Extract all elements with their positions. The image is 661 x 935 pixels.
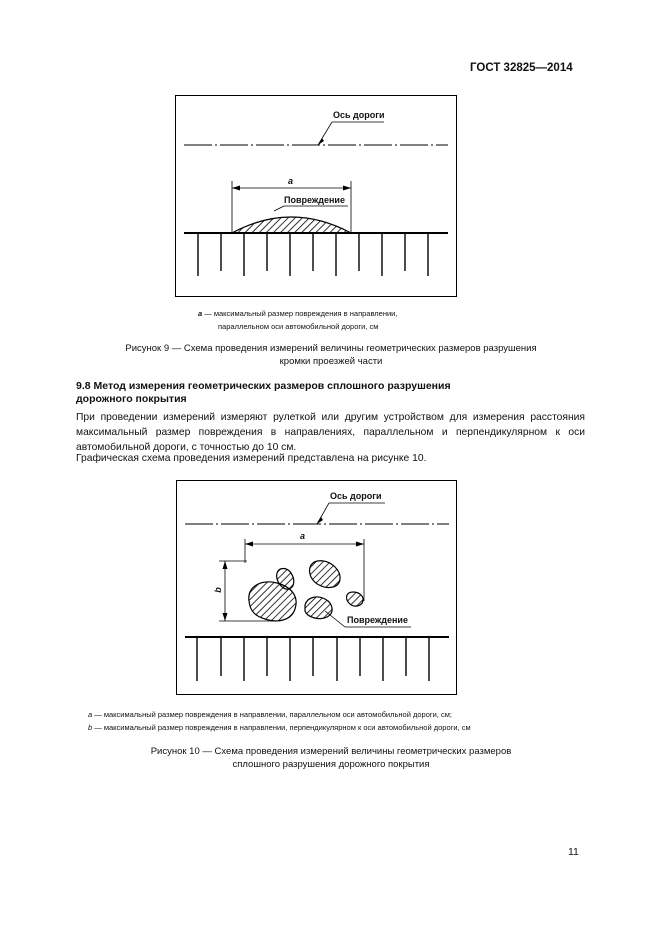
- damage-label: Повреждение: [347, 615, 408, 625]
- damage-blob: [310, 561, 341, 588]
- section-heading-line: дорожного покрытия: [76, 393, 187, 405]
- legend-item: [198, 307, 498, 320]
- damage-leader-line: [325, 611, 345, 627]
- damage-hump: [232, 217, 351, 233]
- dimension-a-label: a: [300, 531, 306, 541]
- caption-line: сплошного разрушения дорожного покрытия: [232, 759, 430, 770]
- caption-line: Рисунок 10 — Схема проведения измерений величины геометрических размеров: [150, 746, 512, 757]
- section-heading: [76, 380, 586, 406]
- figure-10-legend: [88, 708, 558, 734]
- road-axis-label: Ось дороги: [333, 110, 385, 120]
- legend-item: [88, 708, 558, 721]
- legend-text-cont: параллельном оси автомобильной дороги, см: [218, 322, 379, 331]
- caption-line: Рисунок 9 — Схема проведения измерений величины геометрических размеров разрушения: [125, 343, 537, 354]
- body-paragraph: [76, 451, 585, 466]
- caption-line: кромки проезжей части: [279, 356, 383, 367]
- damage-leader-line: [274, 206, 284, 211]
- legend-symbol: a: [198, 309, 203, 318]
- body-paragraph: [76, 410, 585, 455]
- figure-10-diagram: [176, 480, 457, 695]
- road-axis-label: Ось дороги: [330, 491, 382, 501]
- paragraph-text: При проведении измерений измеряют рулеткой или другим устройством для измерения расстояния максимальный размер повреждения в направлениях, параллельном и перпендикулярном к оси автомобильной дороги, с точностью до 10 см.: [76, 412, 585, 453]
- standard-number: ГОСТ 32825—2014: [470, 62, 573, 74]
- paragraph-text: Графическая схема проведения измерений представлена на рисунке 10.: [76, 453, 427, 464]
- legend-text: — максимальный размер повреждения в направлении, перпендикулярном к оси автомобильной дороги, см: [92, 723, 471, 732]
- edge-ticks: [197, 637, 429, 681]
- damage-blob: [305, 597, 332, 619]
- page-number: 11: [568, 846, 579, 858]
- legend-symbol: a: [88, 710, 93, 719]
- legend-symbol: b: [88, 723, 93, 732]
- legend-text: — максимальный размер повреждения в направлении, параллельном оси автомобильной дороги, см;: [92, 710, 452, 719]
- dimension-a-label: a: [288, 176, 294, 186]
- figure-10-caption: [76, 745, 586, 771]
- legend-item: [88, 721, 558, 734]
- figure-9-diagram: [175, 95, 457, 297]
- axis-leader-line: [317, 503, 329, 524]
- section-heading-line: 9.8 Метод измерения геометрических размеров сплошного разрушения: [76, 380, 451, 392]
- edge-ticks: [198, 233, 428, 276]
- legend-text: — максимальный размер повреждения в направлении,: [202, 309, 398, 318]
- dimension-b-label: b: [212, 587, 223, 593]
- damage-blobs: [249, 561, 363, 621]
- figure-9-legend: [198, 307, 498, 333]
- damage-blob: [347, 592, 363, 606]
- damage-label: Повреждение: [284, 195, 345, 205]
- figure-9-caption: [76, 342, 586, 368]
